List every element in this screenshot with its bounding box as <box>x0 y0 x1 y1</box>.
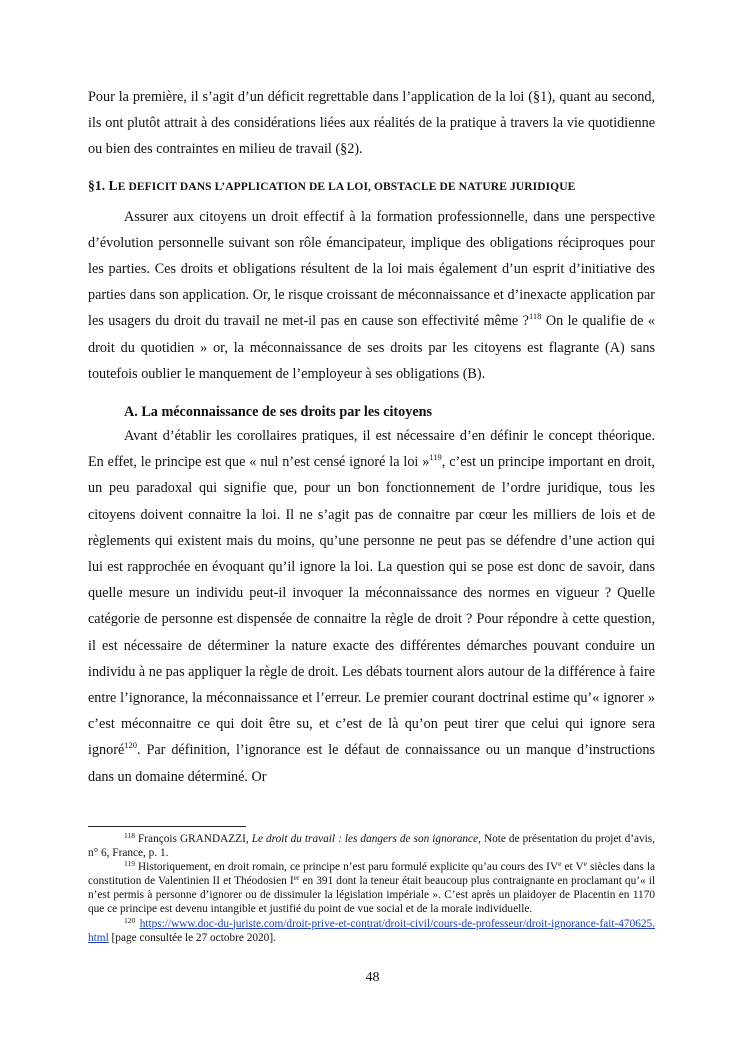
footnote-num-118: 118 <box>124 831 135 840</box>
paragraph-1-text-a: Assurer aux citoyens un droit effectif à la formation professionnelle, dans une perspective d’évolution personnelle suivant son rôle émancipateur, implique des obligations réciproques pour les parties. Ces droits et obligations résultent de la loi mais également d’un esprit d’initiative des parties dans son application. Or, le risque croissant de méconnaissance et d’inexacte application par les usagers du droit du travail ne met-il pas en cause son effectivité même ? <box>88 208 655 330</box>
footnote-119-text-a: Historiquement, en droit romain, ce principe n’est paru formulé explicite qu’au cours des IV <box>134 861 559 874</box>
subsection-heading-a: A. La méconnaissance de ses droits par les citoyens <box>124 404 433 421</box>
page-number: 48 <box>365 970 380 985</box>
paragraph-1-text-b: On le qualifie de « droit du quotidien » or, la méconnaissance de ses droits par les citoyens est flagrante (A) sans toutefois oublier le manquement de l’employeur à ses obligations (B). <box>88 313 655 382</box>
footnote-120 <box>88 917 655 945</box>
footnotes <box>88 832 655 945</box>
footnote-divider <box>88 826 246 827</box>
section-heading-1 <box>88 177 655 196</box>
paragraph-2-text-a: Avant d’établir les corollaires pratiques, il est nécessaire d’en définir le concept théorique. En effet, le principe est que « nul n’est censé ignoré la loi » <box>88 428 655 471</box>
footnote-119-sup-3: er <box>293 873 300 883</box>
footnote-118-text-a: François GRANDAZZI, <box>134 833 252 845</box>
footnote-120-text-b: [page consultée le 27 octobre 2020]. <box>108 931 276 944</box>
footnote-119 <box>88 860 655 916</box>
footnote-119-sup-1: e <box>558 859 562 869</box>
footnote-119-text-d: en 391 dont la teneur était beaucoup plus contraignante en proclamant qu’« il n’est permis à personne d’ignorer ou de dissimuler la législation impériale ». C’est après un plaidoyer de Placentin en 1170 que ce principe est devenu intangible et justifié du point de vue social et de la morale individuelle. <box>88 875 655 916</box>
paragraph-2-text-b: , c’est un principe important en droit, un peu paradoxal qui signifie que, pour un bon fonctionnement de l’ordre juridique, tous les citoyens doivent connaitre la loi. Il ne s’agit pas de connaitre par cœur les milliers de lois et de règlements qui existent mais du moins, qu’une personne ne peut pas se défendre d’une action qui lui est rapprochée en évoquant qu’il ignore la loi. La question qui se pose est donc de savoir, dans quelle mesure un individu peut-il invoquer la méconnaissance des normes en vigueur ? Quelle catégorie de personne est dispensée de connaitre la règle de droit ? Pour répondre à cette question, il est nécessaire de déterminer la nature exacte des différentes démarches pouvant conduire un individu à ne pas appliquer la règle de droit. Les débats tournent alors autour de la différence à faire entre l’ignorance, la méconnaissance et l’erreur. Le premier courant doctrinal estime qu’« ignorer » c’est méconnaitre ce qui doit être su, et c’est de là qu’on peut tirer que celui qui ignore sera ignoré <box>88 454 655 759</box>
footnote-ref-120[interactable]: 120 <box>124 740 137 751</box>
footnote-118-title: Le droit du travail : les dangers de son ignorance <box>251 833 479 845</box>
paragraph-2 <box>88 423 655 790</box>
footnote-num-119: 119 <box>124 859 135 869</box>
paragraph-1 <box>88 204 655 387</box>
paragraph-2-text-c: . Par définition, l’ignorance est le défaut de connaissance ou un manque d’instructions dans un domaine déterminé. Or <box>88 742 655 785</box>
footnote-120-link[interactable]: https://www.doc-du-juriste.com/droit-prive-et-contrat/droit-civil/cours-de-professeur/droit-ignorance-fait-470625.html <box>88 917 655 944</box>
footnote-119-sup-2: e <box>583 859 587 869</box>
footnote-118 <box>88 832 655 860</box>
footnote-ref-119[interactable]: 119 <box>429 452 442 463</box>
intro-paragraph: Pour la première, il s’agit d’un déficit regrettable dans l’application de la loi (§1), quant au second, ils ont plutôt attrait à des considérations liées aux réalités de la pratique à travers la vie quotidienne ou bien des contraintes en milieu de travail (§2). <box>88 89 655 158</box>
footnote-119-text-b: et V <box>561 861 584 874</box>
section-heading-title: E DEFICIT DANS L’APPLICATION DE LA LOI, OBSTACLE DE NATURE JURIDIQUE <box>117 180 576 193</box>
footnote-ref-118[interactable]: 118 <box>528 311 542 322</box>
footnote-num-120: 120 <box>124 915 136 925</box>
section-heading-num: §1. L <box>88 177 118 193</box>
footnote-118-text-b: , Note de présentation du projet d’avis, n° 6, France, p. 1. <box>88 833 655 860</box>
footnote-119-text-c: siècles dans la constitution de Valentinien II et Théodosien I <box>88 861 655 888</box>
page-body <box>88 84 655 790</box>
